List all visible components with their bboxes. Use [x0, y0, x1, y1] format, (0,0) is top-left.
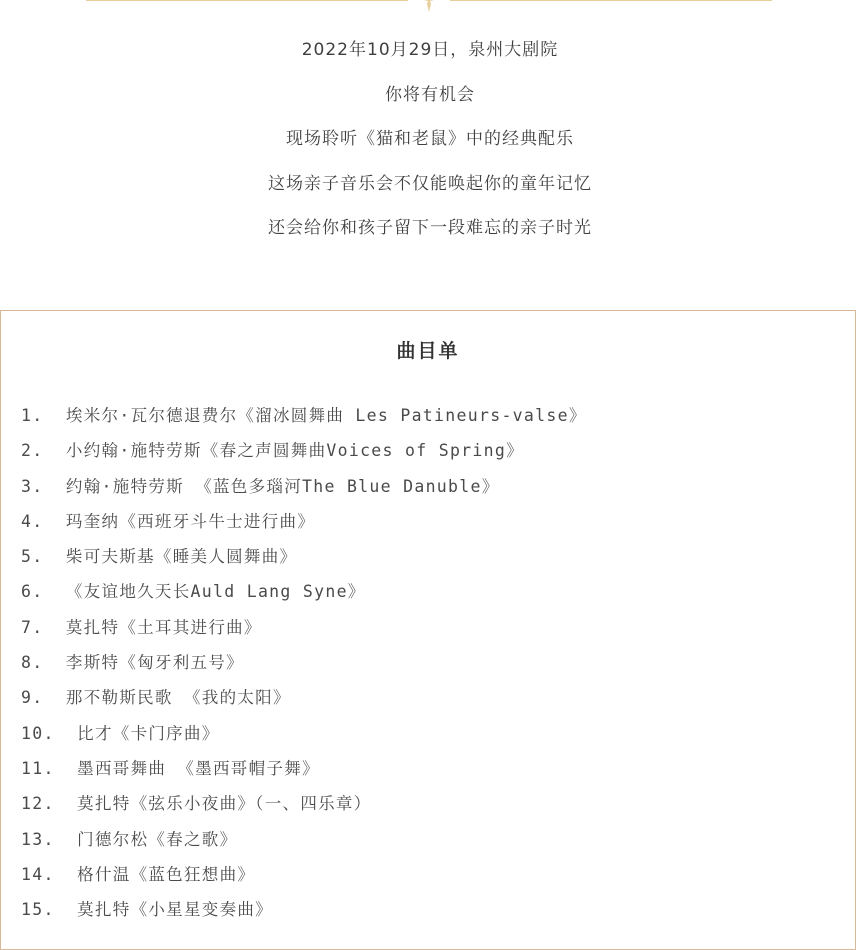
top-divider	[86, 0, 772, 12]
setlist-item: 1. 埃米尔·瓦尔德退费尔《溜冰圆舞曲 Les Patineurs-valse》	[21, 406, 587, 425]
setlist-item: 9. 那不勒斯民歌 《我的太阳》	[21, 688, 291, 708]
setlist-item: 8. 李斯特《匈牙利五号》	[21, 653, 244, 673]
setlist-box	[0, 310, 856, 950]
setlist-item: 15. 莫扎特《小星星变奏曲》	[21, 900, 273, 920]
setlist-item: 4. 玛奎纳《西班牙斗牛士进行曲》	[21, 511, 316, 531]
setlist	[21, 400, 587, 929]
setlist-item: 10. 比才《卡门序曲》	[21, 723, 220, 743]
setlist-item: 13. 门德尔松《春之歌》	[21, 829, 238, 849]
intro-line: 你将有机会	[385, 84, 475, 105]
setlist-title: 曲目单	[396, 340, 460, 362]
ornament-icon	[419, 0, 439, 12]
intro-line: 现场聆听《猫和老鼠》中的经典配乐	[286, 129, 574, 149]
setlist-item: 3. 约翰·施特劳斯 《蓝色多瑙河The Blue Danuble》	[21, 476, 500, 496]
intro-line: 这场亲子音乐会不仅能唤起你的童年记忆	[268, 173, 592, 194]
setlist-item: 12. 莫扎特《弦乐小夜曲》（一、四乐章）	[21, 794, 372, 814]
intro-line-date-venue: 2022年10月29日，泉州大剧院	[301, 40, 559, 60]
setlist-item: 11. 墨西哥舞曲 《墨西哥帽子舞》	[21, 758, 320, 778]
divider-line-left	[86, 0, 408, 1]
setlist-item: 7. 莫扎特《土耳其进行曲》	[21, 617, 262, 637]
divider-line-right	[450, 0, 772, 1]
setlist-item: 14. 格什温《蓝色狂想曲》	[21, 864, 256, 884]
setlist-item: 6. 《友谊地久天长Auld Lang Syne》	[21, 582, 366, 602]
setlist-item: 2. 小约翰·施特劳斯《春之声圆舞曲Voices of Spring》	[21, 441, 524, 461]
setlist-item: 5. 柴可夫斯基《睡美人圆舞曲》	[21, 547, 298, 567]
intro-line: 还会给你和孩子留下一段难忘的亲子时光	[268, 218, 592, 238]
intro-text	[0, 30, 860, 253]
